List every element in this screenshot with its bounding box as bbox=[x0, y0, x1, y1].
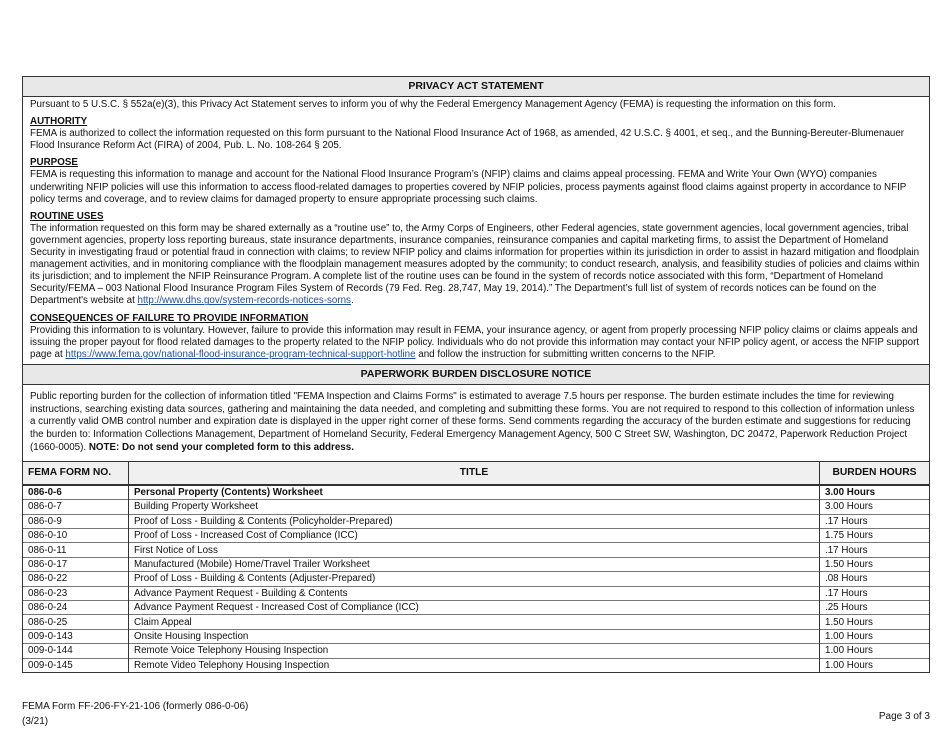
form-number-cell: 086-0-24 bbox=[23, 600, 129, 614]
header-burden-hours: BURDEN HOURS bbox=[820, 462, 930, 485]
consequences-heading: CONSEQUENCES OF FAILURE TO PROVIDE INFORMATION bbox=[30, 312, 309, 324]
burden-hours-cell: .17 Hours bbox=[820, 586, 930, 600]
title-cell: Proof of Loss - Building & Contents (Adjuster-Prepared) bbox=[129, 572, 820, 586]
routine-uses-heading: ROUTINE USES bbox=[30, 210, 104, 222]
form-number-cell: 009-0-144 bbox=[23, 644, 129, 658]
table-row bbox=[23, 572, 929, 586]
title-cell: Onsite Housing Inspection bbox=[129, 629, 820, 643]
burden-hours-cell: 1.50 Hours bbox=[820, 557, 930, 571]
table-row bbox=[23, 658, 929, 672]
form-number-cell: 086-0-22 bbox=[23, 572, 129, 586]
burden-hours-cell: 1.00 Hours bbox=[820, 658, 930, 672]
consequences-end: and follow the instruction for submitting written concerns to the NFIP. bbox=[415, 348, 716, 360]
paperwork-text: Public reporting burden for the collection of information titled "FEMA Inspection and Claims Forms" is estimated to average 7.5 hours per response. The burden estimate includes the time for reviewing instructions, searching existing data sources, gathering and maintaining the data needed, and completing and submitting these forms. You are not required to respond to this collection of information unless a currently valid OMB control number and expiration date is displayed in the upper right corner of these forms. Send comments regarding the accuracy of the burden estimate and suggestions for reducing the burden to: Information Collections Management, Department of Homeland Security, Federal Emergency Management Agency, 500 C Street SW, Washington, DC 20472, Paperwork Reduction Project (1660-0005). bbox=[30, 390, 915, 454]
table-row bbox=[23, 514, 929, 528]
form-number-cell: 086-0-11 bbox=[23, 543, 129, 557]
burden-hours-cell: .17 Hours bbox=[820, 543, 930, 557]
privacy-intro: Pursuant to 5 U.S.C. § 552a(e)(3), this Privacy Act Statement serves to inform you of why the Federal Emergency Management Agency (FEMA) is requesting the information on this form. bbox=[30, 99, 836, 110]
paperwork-heading: PAPERWORK BURDEN DISCLOSURE NOTICE bbox=[23, 364, 929, 385]
table-row bbox=[23, 586, 929, 600]
form-number-cell: 086-0-7 bbox=[23, 500, 129, 514]
form-identifier: FEMA Form FF-206-FY-21-106 (formerly 086-0-06) bbox=[22, 701, 249, 712]
title-cell: Proof of Loss - Building & Contents (Policyholder-Prepared) bbox=[129, 514, 820, 528]
title-cell: Remote Video Telephony Housing Inspection bbox=[129, 658, 820, 672]
header-form-no: FEMA FORM NO. bbox=[23, 462, 129, 485]
title-cell: Claim Appeal bbox=[129, 615, 820, 629]
purpose-text: FEMA is requesting this information to manage and account for the National Flood Insurance Program’s (NFIP) claims and claims appeal processing. FEMA and Write Your Own (WYO) companies underwriting NFIP policies will use this information to access flood-related damages to properties covered by NFIP policies, process payments against flood claims against property in accordance to NFIP policy terms and coverage, and to review claims for damaged property to ensure appropriate processing such claims. bbox=[30, 169, 907, 205]
form-number-cell: 009-0-145 bbox=[23, 658, 129, 672]
burden-hours-cell: .25 Hours bbox=[820, 600, 930, 614]
burden-table bbox=[23, 462, 929, 672]
privacy-act-section bbox=[23, 97, 929, 364]
form-number-cell: 086-0-9 bbox=[23, 514, 129, 528]
form-number-cell: 086-0-17 bbox=[23, 557, 129, 571]
table-row bbox=[23, 644, 929, 658]
form-number-cell: 086-0-6 bbox=[23, 485, 129, 500]
title-cell: Manufactured (Mobile) Home/Travel Trailer Worksheet bbox=[129, 557, 820, 571]
burden-hours-cell: 1.00 Hours bbox=[820, 629, 930, 643]
routine-uses-text: The information requested on this form may be shared externally as a “routine use” to, the Army Corps of Engineers, other Federal agencies, state government agencies, local government agencies, tribal government agencies, property loss reporting bureaus, state insurance departments, insurance companies, reinsurance companies and capital marketing firms, to assist the Department of Homeland Security in investigating fraud or potential fraud in connection with claims; to review NFIP policy and claims information for properties within its jurisdiction in order to assist in hazard mitigation and floodplain management activities, and in monitoring compliance with the floodplain management measures adopted by the community; to conduct research, analysis, and feasibility studies of policies and claims within its jurisdiction; and to implement the NFIP Reinsurance Program. A complete list of the routine uses can be found in the system of records notice associated with this form, “Department of Homeland Security/FEMA – 003 National Flood Insurance Program Files System of Records (79 Fed. Reg. 28,747, May 19, 2014).” The Department’s full list of system of records notices can be found on the Department's website at bbox=[30, 222, 920, 307]
title-cell: Personal Property (Contents) Worksheet bbox=[129, 485, 820, 500]
nfip-support-link[interactable]: https://www.fema.gov/national-flood-insurance-program-technical-support-hotline bbox=[65, 348, 416, 360]
burden-hours-cell: .17 Hours bbox=[820, 514, 930, 528]
form-number-cell: 086-0-23 bbox=[23, 586, 129, 600]
title-cell: First Notice of Loss bbox=[129, 543, 820, 557]
burden-hours-cell: 1.00 Hours bbox=[820, 644, 930, 658]
table-row bbox=[23, 615, 929, 629]
page-number: Page 3 of 3 bbox=[878, 711, 930, 722]
header-title: TITLE bbox=[129, 462, 820, 485]
title-cell: Remote Voice Telephony Housing Inspection bbox=[129, 644, 820, 658]
paperwork-section bbox=[23, 385, 929, 462]
title-cell: Advance Payment Request - Building & Contents bbox=[129, 586, 820, 600]
sorns-link[interactable]: http://www.dhs.gov/system-records-notices-sorns bbox=[137, 295, 351, 307]
form-number-cell: 009-0-143 bbox=[23, 629, 129, 643]
title-cell: Building Property Worksheet bbox=[129, 500, 820, 514]
table-row bbox=[23, 529, 929, 543]
title-cell: Proof of Loss - Increased Cost of Compliance (ICC) bbox=[129, 529, 820, 543]
form-box bbox=[22, 76, 930, 673]
table-row bbox=[23, 557, 929, 571]
table-row bbox=[23, 500, 929, 514]
table-row bbox=[23, 629, 929, 643]
burden-hours-cell: 3.00 Hours bbox=[820, 485, 930, 500]
form-number-cell: 086-0-25 bbox=[23, 615, 129, 629]
title-cell: Advance Payment Request - Increased Cost of Compliance (ICC) bbox=[129, 600, 820, 614]
table-row bbox=[23, 543, 929, 557]
consequences-text: Providing this information to is voluntary. However, failure to provide this information may result in FEMA, your insurance agency, or agent from properly processing NFIP policy claims or claims appeals and issuing the proper payout for flood related damages to the property related to the NFIP policy. Individuals who do not provide this information may contact your NFIP policy agent, or access the NFIP support page at bbox=[30, 324, 920, 360]
privacy-act-heading: PRIVACY ACT STATEMENT bbox=[23, 77, 929, 97]
routine-uses-end: . bbox=[350, 295, 354, 307]
form-date: (3/21) bbox=[22, 716, 49, 727]
table-row bbox=[23, 600, 929, 614]
form-number-cell: 086-0-10 bbox=[23, 529, 129, 543]
burden-hours-cell: 3.00 Hours bbox=[820, 500, 930, 514]
authority-text: FEMA is authorized to collect the information requested on this form pursuant to the National Flood Insurance Act of 1968, as amended, 42 U.S.C. § 4001, et seq., and the Bunning-Bereuter-Blumenauer Flood Insurance Reform Act (FIRA) of 2004, Pub. L. No. 108-264 § 205. bbox=[30, 128, 905, 152]
table-header-row bbox=[23, 462, 929, 485]
burden-hours-cell: .08 Hours bbox=[820, 572, 930, 586]
paperwork-note: NOTE: Do not send your completed form to this address. bbox=[88, 442, 354, 454]
table-row bbox=[23, 485, 929, 500]
burden-hours-cell: 1.50 Hours bbox=[820, 615, 930, 629]
burden-hours-cell: 1.75 Hours bbox=[820, 529, 930, 543]
purpose-heading: PURPOSE bbox=[30, 157, 78, 169]
authority-heading: AUTHORITY bbox=[30, 116, 88, 128]
